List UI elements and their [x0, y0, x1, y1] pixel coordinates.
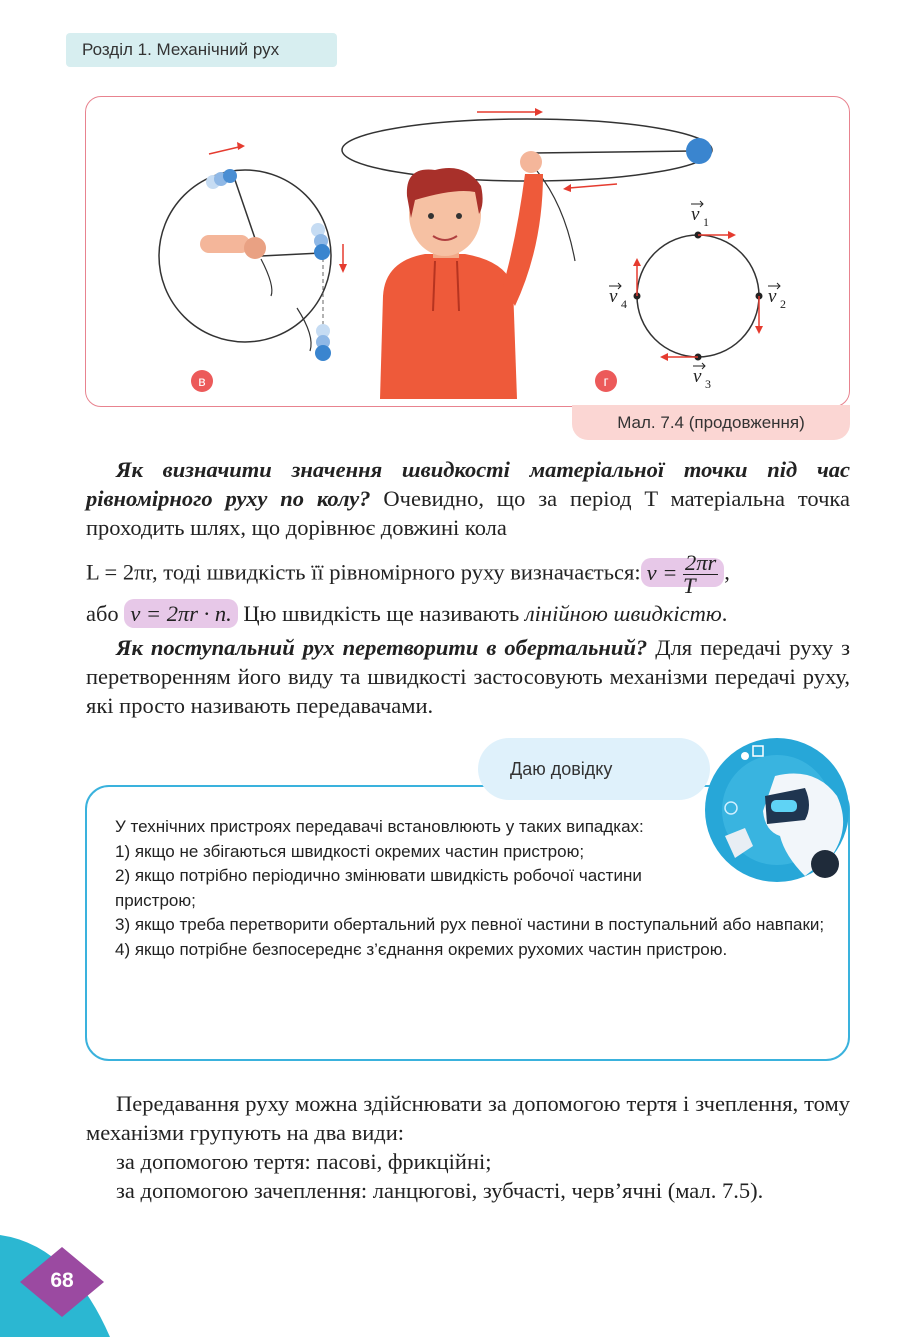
figure-caption: Мал. 7.4 (продовження) [572, 405, 850, 440]
info-intro: У технічних пристроях передавачі встановлюють у таких випадках: [115, 817, 644, 836]
para1-text4: Цю швидкість ще називають [237, 601, 520, 626]
v4-sub: 4 [621, 297, 627, 311]
para1-text2: L = 2πr, тоді швидкість її рівномірного руху визначається: [86, 559, 641, 585]
formula1-comma: , [724, 559, 730, 585]
figure-illustration [85, 96, 850, 407]
v4-label: v [609, 286, 618, 307]
term-linear-speed: лінійною швидкістю [524, 601, 722, 626]
info-item-4: 4) якщо потрібне безпосереднє з’єднання окремих рухомих частин пристрою. [115, 939, 728, 959]
paragraph-1 [86, 455, 850, 628]
info-item-3: 3) якщо треба перетворити обертальний рух певної частини в поступальний або навпаки; [115, 915, 825, 934]
info-item-2: 2) якщо потрібно періодично змінювати швидкість робочої частини пристрою; [115, 866, 642, 910]
para1-end: . [721, 601, 728, 626]
figure-label-g: г [603, 373, 609, 389]
para3-p3: за допомогою зачеплення: ланцюгові, зубчасті, черв’ячні (мал. 7.5). [116, 1178, 764, 1203]
v2-label: v [768, 286, 777, 307]
v3-sub: 3 [705, 377, 711, 391]
v1-label: v [691, 204, 700, 225]
figure-label-v: в [198, 373, 206, 389]
v2-sub: 2 [780, 297, 786, 311]
paragraph-2 [86, 633, 850, 720]
formula1-fraction [683, 552, 718, 597]
para2-text: Для передачі руху з перетворенням його виду та швидкості застосовують механізми передачі руху, які просто називають передавачами. [86, 635, 850, 718]
info-text [115, 815, 825, 962]
info-bubble: Даю довідку [478, 738, 710, 800]
vertical-circle-illustration [159, 142, 347, 361]
info-item-1: 1) якщо не збігаються швидкості окремих частин пристрою; [115, 841, 585, 861]
para3-p2: за допомогою тертя: пасові, фрикційні; [116, 1149, 492, 1174]
paragraph-3 [86, 1089, 850, 1205]
para1-text1: Очевидно, що за період T матеріальна точка проходить шлях, що дорівнює довжині кола [86, 486, 850, 540]
formula1-lhs: v = [646, 559, 678, 585]
formula-highlight-2: v = 2πr · n. [124, 599, 237, 628]
v3-label: v [693, 366, 702, 387]
formula1-denominator: T [683, 573, 696, 598]
para3-p1: Передавання руху можна здійснювати за допомогою тертя і зчеплення, тому механізми групують на два види: [86, 1091, 850, 1145]
formula-highlight-1 [641, 550, 725, 598]
page-number: 68 [50, 1269, 74, 1292]
formula1-numerator: 2πr [685, 550, 717, 575]
velocity-circle-diagram [609, 201, 786, 391]
v1-sub: 1 [703, 215, 709, 229]
para1-text3: або [86, 601, 119, 626]
section-header: Розділ 1. Механічний рух [66, 33, 337, 67]
question-2: Як поступальний рух перетворити в обертальний? [116, 635, 648, 660]
boy-illustration [342, 108, 712, 399]
question-1: Як визначити значення швидкості матеріальної точки під час рівномірного руху по колу? [86, 457, 850, 511]
